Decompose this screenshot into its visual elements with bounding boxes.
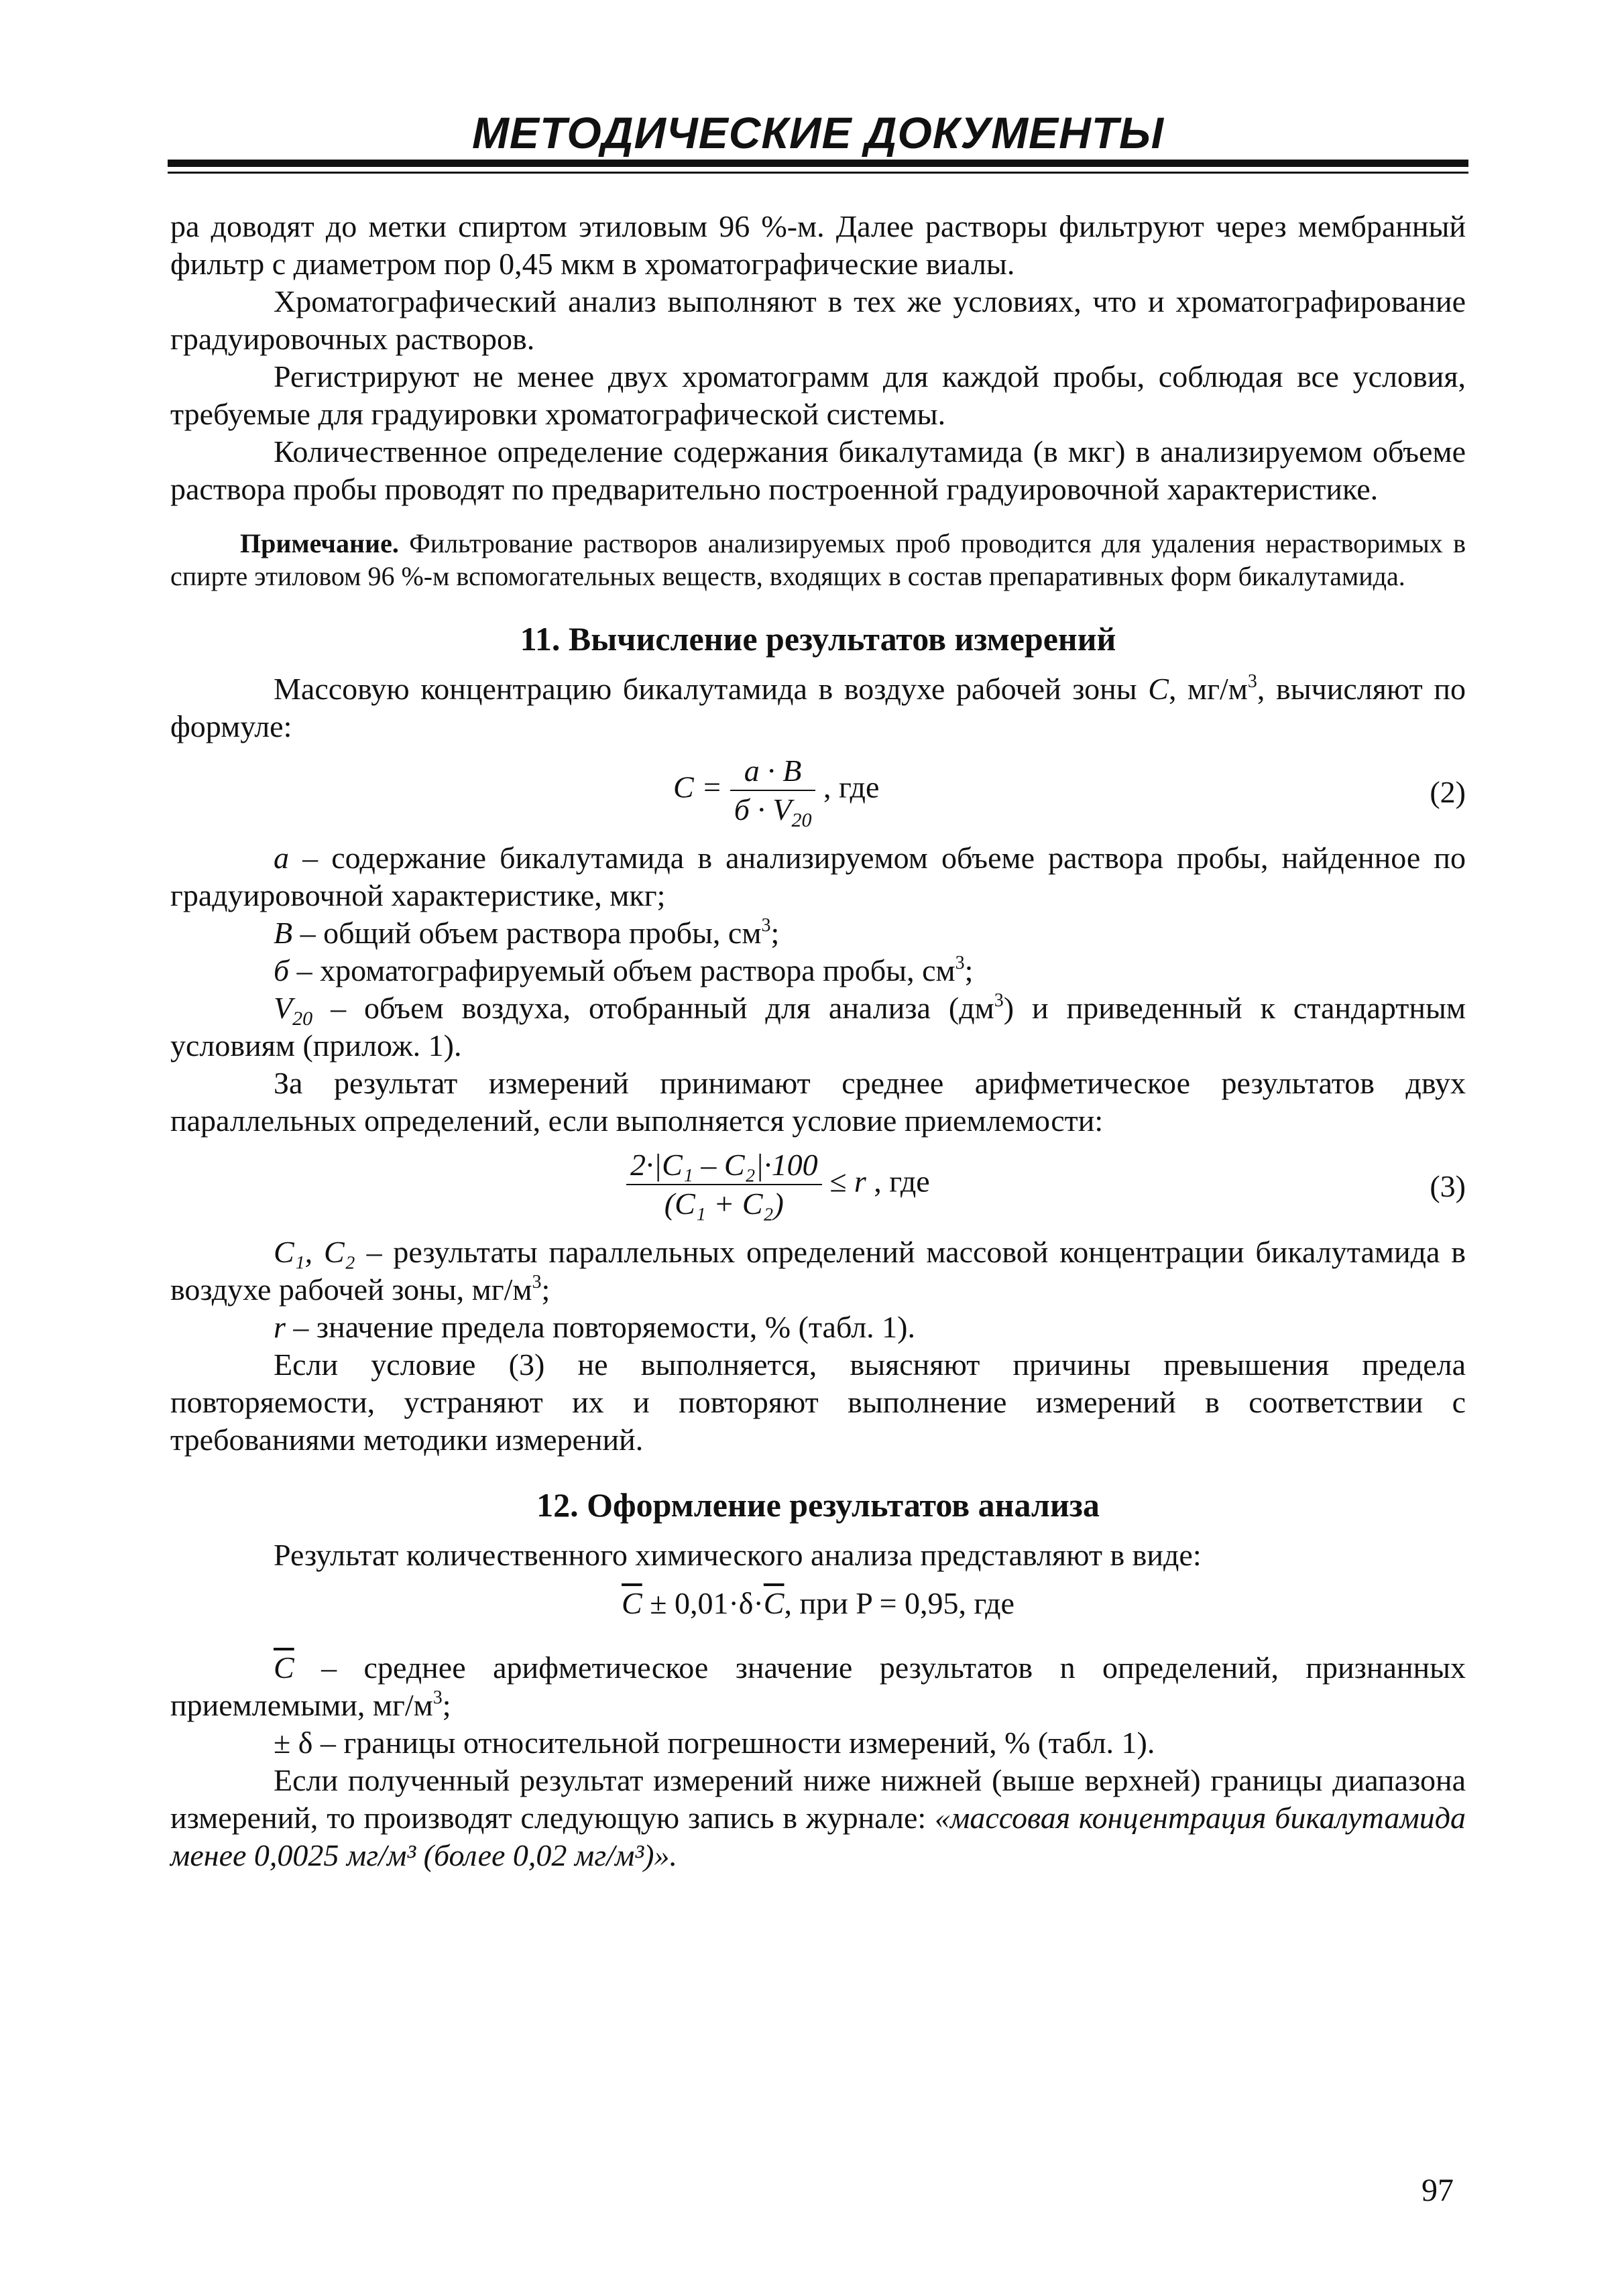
note-label: Примечание. [240,528,399,558]
definition: $\overline{C}$ – среднее арифметическое значение результатов n определений, признанных приемлемыми, $мг/м^3$; [170,1650,1466,1722]
paragraph: Если условие (3) не выполняется, выясняют причины превышения предела повторяемости, устраняют их и повторяют выполнение измерений в соответствии с требованиями методики измерений. [170,1347,1466,1457]
definition: C₁, C₂ – результаты параллельных определений массовой концентрации бикалутамида в воздухе рабочей зоны, $мг/м^3$; [170,1235,1466,1307]
definition: r – значение предела повторяемости, % (табл. 1). [274,1310,915,1344]
paragraph: Если полученный результат измерений ниже нижней (выше верхней) границы диапазона измерений, то производят следующую запись в журнале: «массовая концентрация бикалутамида менее 0,0025 мг/м³ (более 0,02 мг/м³)». [170,1763,1466,1872]
note-text: Фильтрование растворов анализируемых проб проводится для удаления нерастворимых в спирте этиловом 96 %-м вспомогательных веществ, входящих в состав препаративных форм бикалутамида. [170,528,1466,591]
paragraph: Регистрируют не менее двух хроматограмм для каждой пробы, соблюдая все условия, требуемые для градуировки хроматографической системы. [170,359,1466,431]
formula-2: C = $\frac{a \cdot B}{б \cdot V_{20}}$ , где (2) [673,753,1466,831]
paragraph: ра доводят до метки спиртом этиловым 96 %-м. Далее растворы фильтруют через мембранный фильтр с диаметром пор 0,45 мкм в хроматографические виалы. [170,209,1466,281]
page-content [170,208,1466,1874]
paragraph: Результат количественного химического анализа представляют в виде: [274,1538,1202,1572]
formula-result: $\overline{C} \pm 0,01\cdot\delta\cdot\overline{C}$, при P = 0,95, где [622,1586,1014,1620]
formula-number: (2) [1430,775,1466,809]
note [170,527,1466,593]
header-rule-thin [168,172,1468,174]
definition: B – общий объем раствора пробы, $см^3$; [274,915,780,950]
page-header-title: МЕТОДИЧЕСКИЕ ДОКУМЕНТЫ [471,108,1165,158]
header-rule-thick [168,160,1468,167]
definition: ± δ – границы относительной погрешности измерений, % (табл. 1). [274,1726,1155,1760]
paragraph: Количественное определение содержания бикалутамида (в мкг) в анализируемом объеме раствора пробы проводят по предварительно построенной градуировочной характеристике. [170,434,1466,506]
formula-fraction: $\frac{a \cdot B}{б \cdot V_{20}}$ [730,752,816,829]
paragraph: За результат измерений принимают среднее арифметическое результатов двух параллельных определений, если выполняется условие приемлемости: [170,1066,1466,1138]
definition: б – хроматографируемый объем раствора пробы, $см^3$; [274,953,974,987]
paragraph: Хроматографический анализ выполняют в тех же условиях, что и хроматографирование градуировочных растворов. [170,284,1466,356]
formula-3: $\frac{\text{2·|C₁ – C₂|·100}}{\text{(C₁ + C₂)}}$ ≤ r , где (3) [170,1140,1466,1233]
page-number: 97 [1422,2173,1454,2208]
definition: a – содержание бикалутамида в анализируемом объеме раствора пробы, найденное по градуировочной характеристике, мкг; [170,841,1466,912]
section-11-title: 11. Вычисление результатов измерений [520,620,1116,658]
formula-fraction: $\frac{\text{2·|C₁ – C₂|·100}}{\text{(C₁ + C₂)}}$ [626,1146,822,1223]
paragraph: Массовую концентрацию бикалутамида в воздухе рабочей зоны C, $мг/м^3$, вычисляют по формуле: [170,671,1466,743]
section-12-title: 12. Оформление результатов анализа [536,1486,1100,1524]
definition: $V_{20}$ – объем воздуха, отобранный для анализа $(дм^3)$ и приведенный к стандартным условиям (прилож. 1). [170,990,1466,1063]
formula-lhs: C = [673,770,723,804]
formula-number: (3) [1430,1169,1466,1203]
